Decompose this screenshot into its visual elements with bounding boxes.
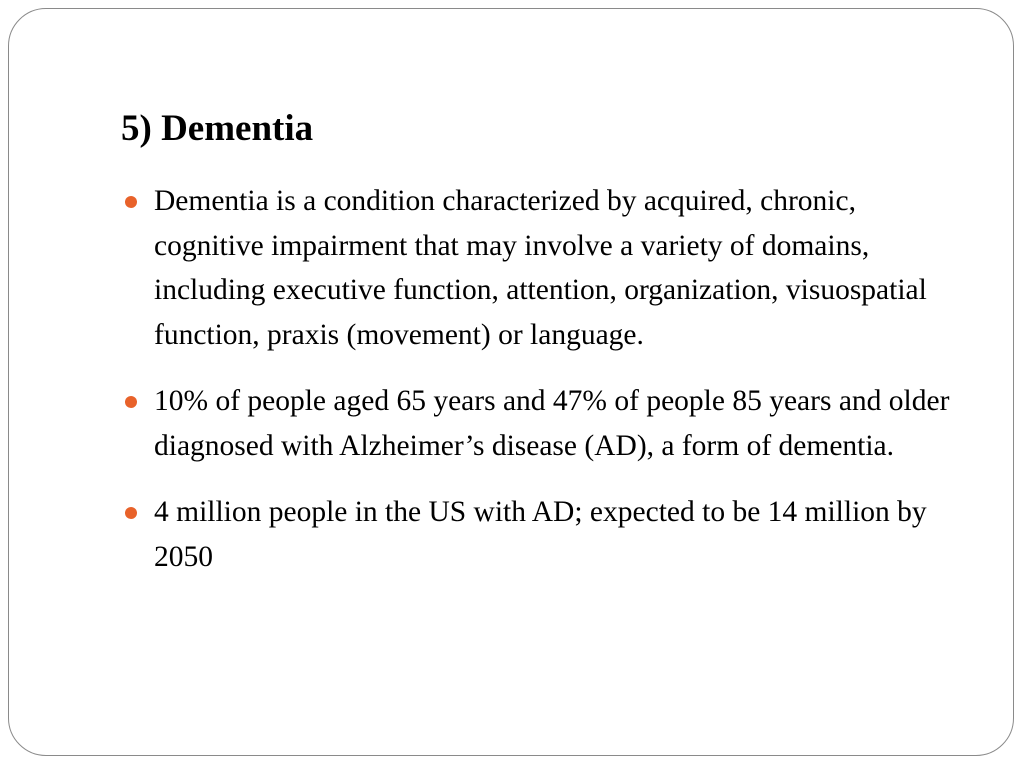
bullet-item (125, 490, 965, 579)
slide-title: 5) Dementia (121, 108, 314, 149)
bullet-dot-icon (125, 196, 137, 208)
bullet-item (125, 379, 965, 468)
bullet-item (125, 179, 965, 357)
bullet-text: Dementia is a condition characterized by acquired, chronic, cognitive impairment that may involve a variety of domains, including executive function, attention, organization, visuospatial function, praxis (movement) or language. (154, 185, 927, 351)
slide-frame (8, 8, 1014, 756)
bullet-dot-icon (125, 396, 137, 408)
bullet-text: 4 million people in the US with AD; expected to be 14 million by 2050 (154, 496, 927, 573)
bullet-list (125, 179, 965, 601)
bullet-dot-icon (125, 507, 137, 519)
bullet-text: 10% of people aged 65 years and 47% of people 85 years and older diagnosed with Alzheimer’s disease (AD), a form of dementia. (154, 385, 950, 462)
